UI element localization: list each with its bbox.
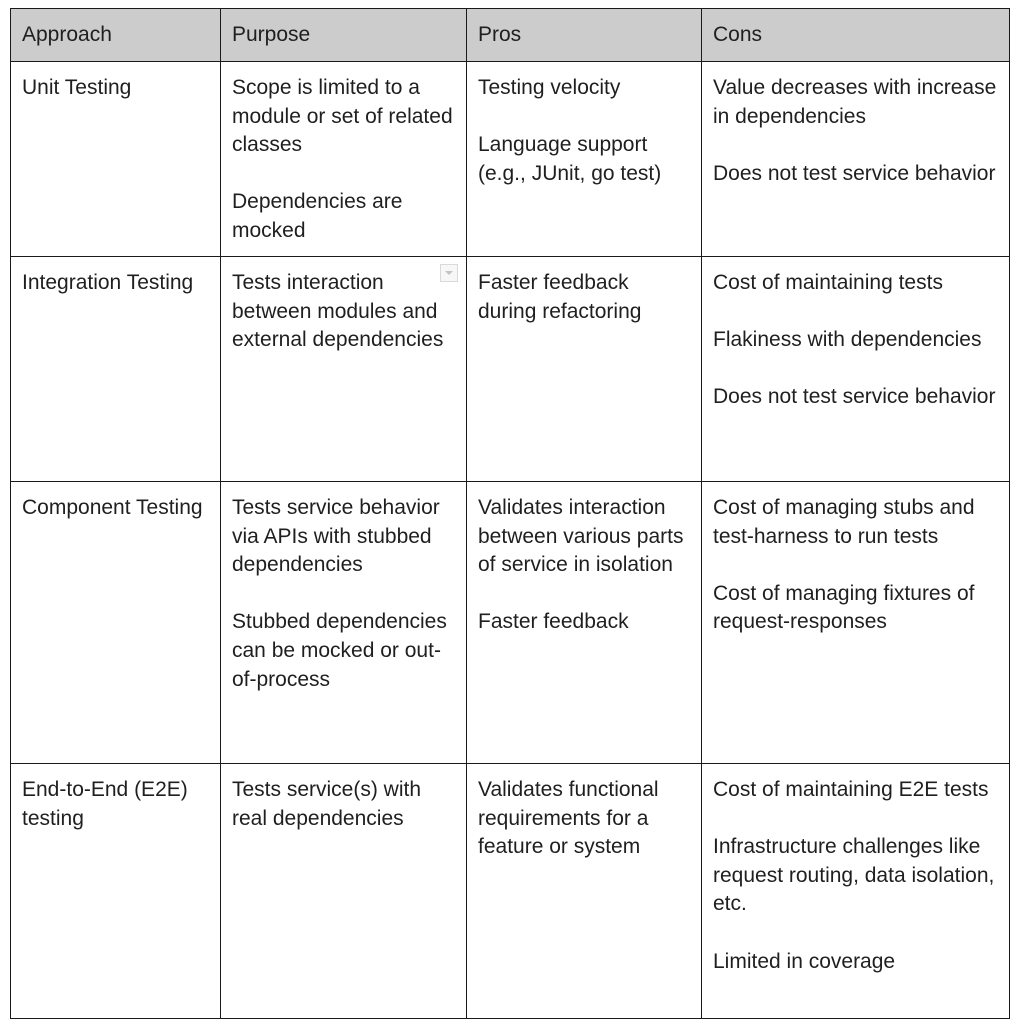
cons-cell [702, 764, 1010, 1019]
cell-paragraph: Tests service behavior via APIs with stubbed dependencies [232, 496, 440, 577]
purpose-cell [221, 62, 467, 257]
header-row [11, 9, 1010, 62]
purpose-cell [221, 257, 467, 482]
table-row [11, 482, 1010, 764]
purpose-cell [221, 764, 467, 1019]
pros-cell [467, 764, 702, 1019]
cell-paragraph: Language support (e.g., JUnit, go test) [478, 133, 662, 185]
approach-cell [11, 257, 221, 482]
purpose-cell [221, 482, 467, 764]
pros-cell [467, 257, 702, 482]
cell-paragraph: Cost of managing fixtures of request-responses [713, 581, 975, 634]
pros-cell [467, 62, 702, 257]
cell-paragraph: Validates interaction between various parts of service in isolation [478, 496, 684, 577]
approach-cell [11, 482, 221, 764]
table-row [11, 62, 1010, 257]
cons-cell [702, 257, 1010, 482]
purpose-cell-content [232, 269, 456, 355]
approach-cell [11, 62, 221, 257]
cons-cell [702, 62, 1010, 257]
cons-cell [702, 482, 1010, 764]
cell-paragraph: Validates functional requirements for a feature or system [478, 778, 659, 859]
approach-cell [11, 764, 221, 1019]
cell-paragraph: Integration Testing [22, 271, 194, 294]
cell-paragraph: Flakiness with dependencies [713, 328, 982, 352]
cell-paragraph: End-to-End (E2E) testing [22, 778, 188, 830]
cell-paragraph: Testing velocity [478, 76, 621, 99]
cell-paragraph: Tests interaction between modules and external dependencies [232, 271, 444, 352]
cell-paragraph: Cost of managing stubs and test-harness to run tests [713, 496, 975, 548]
cell-paragraph: Does not test service behavior [713, 385, 996, 409]
cell-paragraph: Scope is limited to a module or set of related classes [232, 76, 453, 157]
cell-paragraph: Unit Testing [22, 76, 132, 99]
cell-paragraph: Faster feedback [478, 610, 629, 634]
cell-paragraph: Infrastructure challenges like request routing, data isolation, etc. [713, 835, 995, 916]
header-approach: Approach [11, 9, 221, 62]
cell-paragraph: Cost of maintaining E2E tests [713, 778, 989, 801]
header-pros: Pros [467, 9, 702, 62]
cell-paragraph: Faster feedback during refactoring [478, 271, 642, 323]
cell-paragraph: Stubbed dependencies can be mocked or out-of-process [232, 610, 447, 691]
header-cons: Cons [702, 9, 1010, 62]
table-row [11, 257, 1010, 482]
pros-cell [467, 482, 702, 764]
cell-paragraph: Value decreases with increase in dependencies [713, 76, 997, 128]
cell-paragraph: Cost of maintaining tests [713, 271, 943, 294]
header-purpose: Purpose [221, 9, 467, 62]
cell-paragraph: Limited in coverage [713, 949, 896, 973]
cell-paragraph: Tests service(s) with real dependencies [232, 778, 422, 830]
dropdown-arrow-icon[interactable] [440, 264, 458, 282]
cell-paragraph: Component Testing [22, 496, 203, 519]
cell-paragraph: Dependencies are mocked [232, 190, 403, 242]
testing-approaches-table [10, 8, 1010, 1019]
table-row [11, 764, 1010, 1019]
cell-paragraph: Does not test service behavior [713, 161, 996, 185]
